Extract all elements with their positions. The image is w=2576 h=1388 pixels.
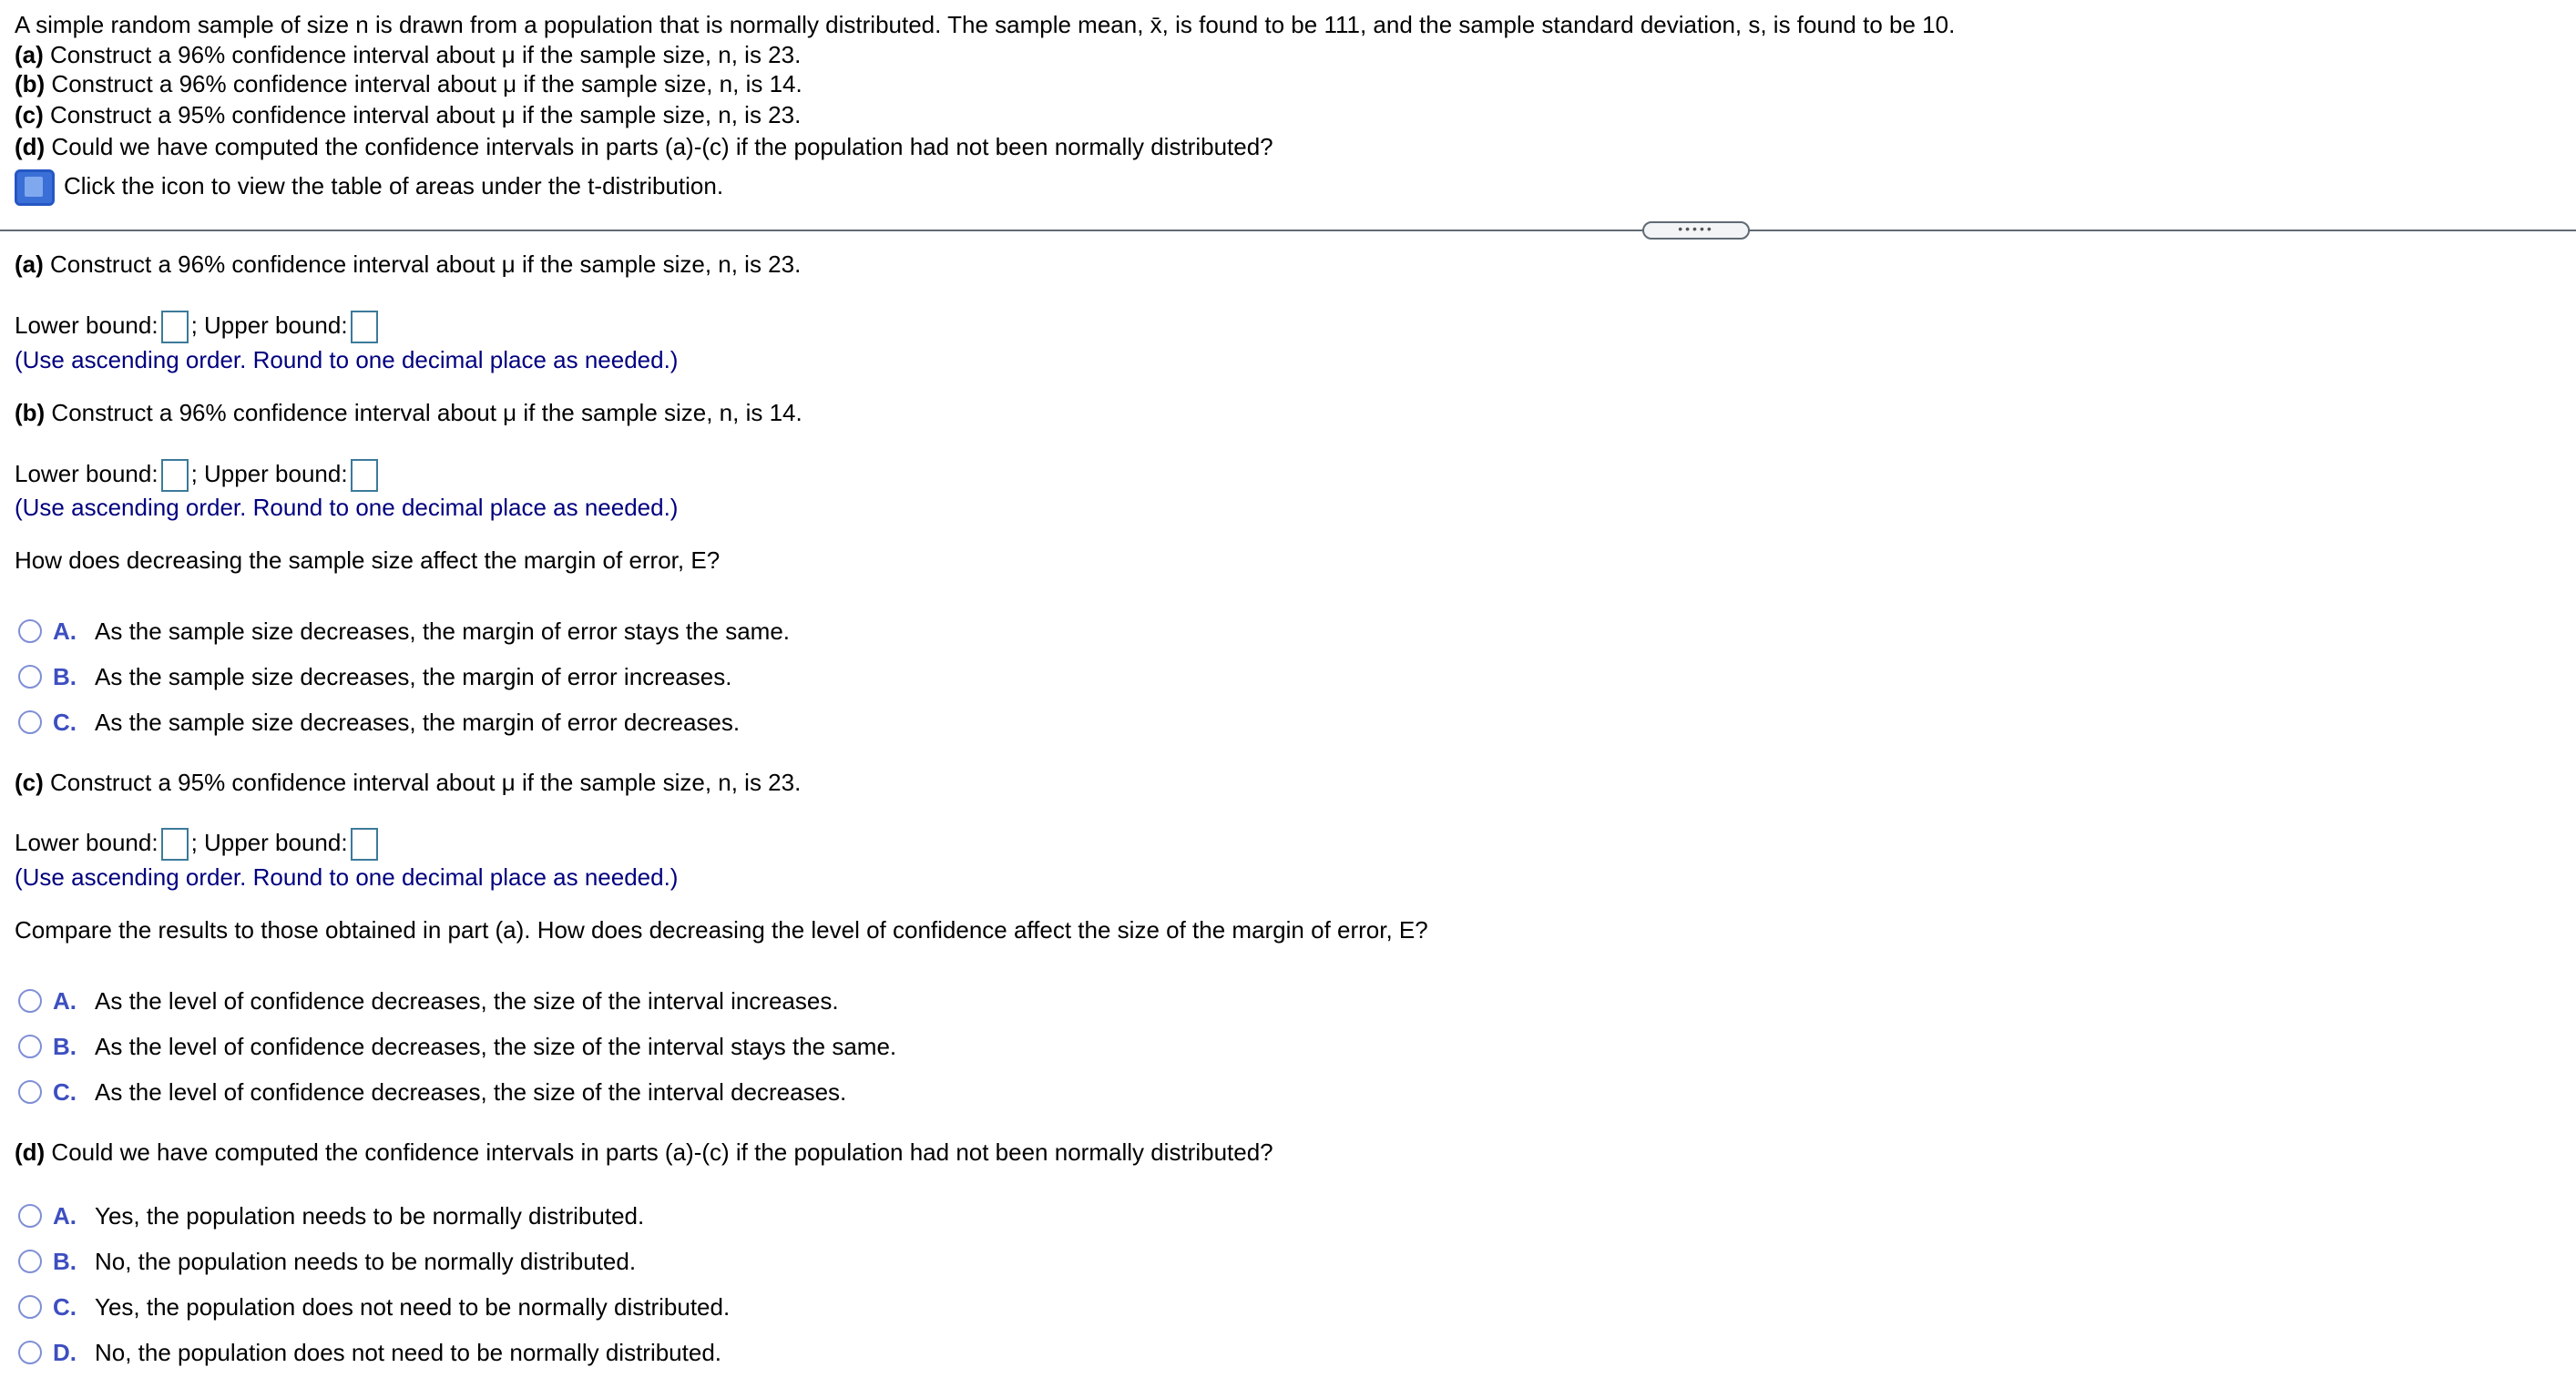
part-text: Could we have computed the confidence intervals in parts (a)-(c) if the population had not been normally distributed? [45,1138,1273,1166]
upper-label: ; Upper bound: [190,829,348,856]
option-letter: A. [53,987,77,1015]
upper-bound-input[interactable] [351,459,378,492]
lower-label: Lower bound: [15,460,158,487]
bounds-row-b [15,459,381,492]
option-text: Yes, the population needs to be normally distributed. [95,1202,645,1230]
upper-bound-input[interactable] [351,828,378,861]
part-text: Construct a 96% confidence interval about μ if the sample size, n, is 14. [45,399,802,426]
part-text: Construct a 96% confidence interval about μ if the sample size, n, is 23. [43,250,802,278]
part-heading-a [15,40,801,69]
bounds-row-c [15,828,381,861]
option-text: As the sample size decreases, the margin of error increases. [95,663,732,690]
question-sample-size: How does decreasing the sample size affect the margin of error, E? [15,546,721,574]
lower-bound-input[interactable] [161,459,189,492]
radio-button[interactable] [18,1035,42,1058]
radio-button[interactable] [18,710,42,734]
option-text: No, the population needs to be normally distributed. [95,1248,637,1275]
option-letter: D. [53,1339,77,1366]
problem-intro: A simple random sample of size n is drawn from a population that is normally distributed. The sample mean, x̄, is found to be 111, and the sample standard deviation, s, is found to be 10. [15,11,1956,38]
hint-c: (Use ascending order. Round to one decimal place as needed.) [15,863,679,891]
part-heading-c [15,100,801,129]
hint-a: (Use ascending order. Round to one decimal place as needed.) [15,346,679,373]
part-tag: (c) [15,769,44,796]
option-letter: B. [53,663,77,690]
option-letter: C. [53,1293,77,1321]
radio-button[interactable] [18,1080,42,1104]
part-text: Construct a 95% confidence interval about μ if the sample size, n, is 23. [43,101,802,128]
lower-label: Lower bound: [15,829,158,856]
radio-button[interactable] [18,619,42,643]
divider [0,230,2576,231]
option-letter: C. [53,1078,77,1106]
lower-label: Lower bound: [15,311,158,339]
option-text: As the level of confidence decreases, the size of the interval stays the same. [95,1033,897,1060]
part-text: Construct a 96% confidence interval about μ if the sample size, n, is 23. [43,41,802,68]
part-heading-d [15,1138,1273,1167]
option-letter: B. [53,1033,77,1060]
part-tag: (a) [15,250,44,278]
part-tag: (b) [15,399,46,426]
part-heading-c [15,768,801,797]
radio-button[interactable] [18,1204,42,1228]
question-confidence: Compare the results to those obtained in part (a). How does decreasing the level of confidence affect the size of the margin of error, E? [15,916,1428,944]
part-heading-d [15,132,1273,161]
lower-bound-input[interactable] [161,311,189,343]
radio-button[interactable] [18,665,42,689]
option-text: As the level of confidence decreases, the size of the interval increases. [95,987,839,1015]
radio-button[interactable] [18,989,42,1013]
option-text: Yes, the population does not need to be normally distributed. [95,1293,731,1321]
part-heading-b [15,398,802,427]
option-letter: B. [53,1248,77,1275]
part-heading-a [15,250,801,279]
option-text: As the sample size decreases, the margin of error stays the same. [95,617,791,645]
option-text: As the sample size decreases, the margin of error decreases. [95,709,741,736]
expand-handle-button[interactable]: ••••• [1642,221,1750,240]
part-tag: (d) [15,1138,46,1166]
table-link-text: Click the icon to view the table of areas under the t-distribution. [64,171,724,199]
radio-button[interactable] [18,1295,42,1319]
part-tag: (b) [15,70,46,97]
upper-bound-input[interactable] [351,311,378,343]
part-tag: (a) [15,41,44,68]
option-text: As the level of confidence decreases, the size of the interval decreases. [95,1078,847,1106]
part-text: Could we have computed the confidence intervals in parts (a)-(c) if the population had not been normally distributed? [45,133,1273,160]
lower-bound-input[interactable] [161,828,189,861]
part-heading-b [15,69,802,98]
part-text: Construct a 95% confidence interval about μ if the sample size, n, is 23. [43,769,802,796]
option-letter: C. [53,709,77,736]
upper-label: ; Upper bound: [190,460,348,487]
option-text: No, the population does not need to be normally distributed. [95,1339,722,1366]
part-text: Construct a 96% confidence interval about μ if the sample size, n, is 14. [45,70,802,97]
radio-button[interactable] [18,1250,42,1273]
option-letter: A. [53,617,77,645]
option-letter: A. [53,1202,77,1230]
table-book-icon[interactable] [15,169,55,206]
part-tag: (d) [15,133,46,160]
radio-button[interactable] [18,1341,42,1364]
bounds-row-a [15,311,381,343]
part-tag: (c) [15,101,44,128]
upper-label: ; Upper bound: [190,311,348,339]
table-link-row [15,169,723,206]
hint-b: (Use ascending order. Round to one decimal place as needed.) [15,494,679,521]
